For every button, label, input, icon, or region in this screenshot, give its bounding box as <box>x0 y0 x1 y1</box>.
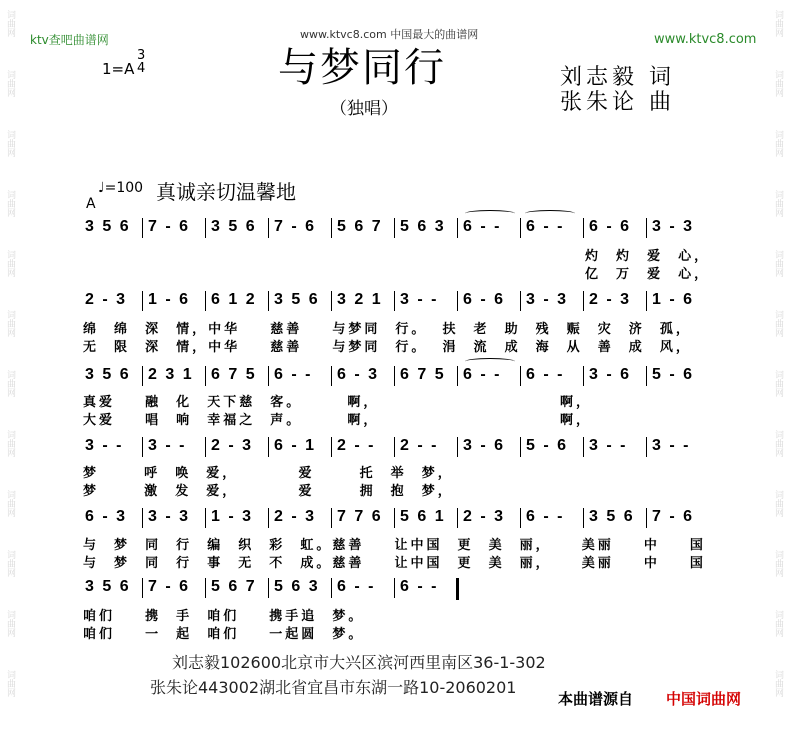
tempo-expression: 真诚亲切温馨地 <box>156 180 296 204</box>
barline <box>205 578 206 598</box>
measure: 2 - - <box>337 437 376 454</box>
watermark-text: 词曲网 <box>773 490 783 517</box>
barline <box>394 578 395 598</box>
measure: 5 - 6 <box>652 366 695 383</box>
barline <box>520 291 521 311</box>
watermark-text: 词曲网 <box>773 310 783 337</box>
barline <box>457 437 458 457</box>
measure: 6 - - <box>337 578 376 595</box>
barline <box>520 437 521 457</box>
measure: 2 - 3 <box>85 291 128 308</box>
watermark-text: 词曲网 <box>773 250 783 277</box>
tempo-marking: ♩=100 <box>98 180 144 196</box>
notation-row <box>83 218 703 238</box>
measure: 5 6 3 <box>274 578 320 595</box>
barline <box>142 437 143 457</box>
barline <box>268 437 269 457</box>
measure: 6 - 1 <box>274 437 317 454</box>
watermark-text: 词曲网 <box>773 610 783 637</box>
measure: 7 7 6 <box>337 508 383 525</box>
tie-arc <box>525 210 575 217</box>
measure: 3 - - <box>589 437 628 454</box>
barline <box>646 437 647 457</box>
notation-row <box>83 366 703 386</box>
measure: 6 - 6 <box>589 218 632 235</box>
measure: 2 - 3 <box>589 291 632 308</box>
measure: 5 6 1 <box>400 508 446 525</box>
watermark-text: 词曲网 <box>5 310 15 337</box>
site-url-right[interactable]: www.ktvc8.com <box>654 32 757 47</box>
barline <box>268 218 269 238</box>
barline <box>520 508 521 528</box>
barline <box>331 218 332 238</box>
barline <box>331 437 332 457</box>
measure: 6 - - <box>526 508 565 525</box>
measure: 3 5 6 <box>211 218 257 235</box>
measure: 6 - - <box>463 366 502 383</box>
barline <box>205 508 206 528</box>
measure: 6 7 5 <box>211 366 257 383</box>
barline <box>142 508 143 528</box>
barline <box>268 578 269 598</box>
watermark-text: 词曲网 <box>773 370 783 397</box>
barline <box>205 366 206 386</box>
barline <box>331 366 332 386</box>
address-line-1: 刘志毅102600北京市大兴区滨河西里南区36-1-302 <box>172 653 546 672</box>
watermark-text: 词曲网 <box>773 70 783 97</box>
measure: 6 - - <box>463 218 502 235</box>
measure: 3 5 6 <box>85 218 131 235</box>
measure: 6 - - <box>526 218 565 235</box>
measure: 7 - 6 <box>148 578 191 595</box>
measure: 6 - - <box>526 366 565 383</box>
barline <box>520 366 521 386</box>
watermark-text: 词曲网 <box>5 550 15 577</box>
lyric-line: 绵 绵 深 情，中华 慈善 与梦同 行。 扶 老 助 残 赈 灾 济 孤， <box>83 322 692 337</box>
measure: 6 - 3 <box>337 366 380 383</box>
measure: 5 6 7 <box>337 218 383 235</box>
measure: 2 - - <box>400 437 439 454</box>
barline <box>583 366 584 386</box>
measure: 3 2 1 <box>337 291 383 308</box>
watermark-text: 词曲网 <box>5 70 15 97</box>
song-title: 与梦同行 <box>278 45 446 91</box>
lyric-line: 咱们 携 手 咱们 携手追 梦。 <box>83 609 365 624</box>
measure: 3 - 6 <box>463 437 506 454</box>
barline <box>268 508 269 528</box>
watermark-text: 词曲网 <box>5 10 15 37</box>
barline <box>583 508 584 528</box>
watermark-text: 词曲网 <box>5 670 15 697</box>
barline <box>331 578 332 598</box>
measure: 2 - 3 <box>463 508 506 525</box>
measure: 3 5 6 <box>274 291 320 308</box>
song-subtitle: （独唱） <box>330 99 398 119</box>
lyric-line: 无 限 深 情，中华 慈善 与梦同 行。 涓 流 成 海 从 善 成 风， <box>83 340 692 355</box>
watermark-text: 词曲网 <box>5 130 15 157</box>
measure: 7 - 6 <box>652 508 695 525</box>
barline <box>142 366 143 386</box>
lyric-line: 与 梦 同 行 编 织 彩 虹。慈善 让中国 更 美 丽， 美丽 中 国 <box>83 538 706 553</box>
measure: 5 6 3 <box>400 218 446 235</box>
measure: 6 - - <box>400 578 439 595</box>
measure: 1 - 6 <box>652 291 695 308</box>
site-slogan: www.ktvc8.com 中国最大的曲谱网 <box>300 28 479 41</box>
watermark-text: 词曲网 <box>5 490 15 517</box>
source-site-link[interactable]: 中国词曲网 <box>666 690 742 708</box>
measure: 2 - 3 <box>211 437 254 454</box>
lyric-line: 灼 灼 爱 心， <box>585 249 711 264</box>
barline <box>205 291 206 311</box>
barline <box>646 366 647 386</box>
lyric-line: 梦 呼 唤 爱， 爱 托 举 梦， <box>83 466 454 481</box>
measure: 3 5 6 <box>589 508 635 525</box>
barline <box>268 366 269 386</box>
barline <box>205 218 206 238</box>
barline <box>331 291 332 311</box>
section-label: A <box>86 196 96 212</box>
notation-row <box>83 291 703 311</box>
measure: 3 5 6 <box>85 578 131 595</box>
measure: 6 - - <box>274 366 313 383</box>
measure: 3 - - <box>148 437 187 454</box>
watermark-text: 词曲网 <box>773 10 783 37</box>
watermark-text: 词曲网 <box>773 430 783 457</box>
measure: 6 1 2 <box>211 291 257 308</box>
measure: 7 - 6 <box>274 218 317 235</box>
right-watermark-strip <box>768 0 788 734</box>
barline <box>394 366 395 386</box>
barline <box>457 291 458 311</box>
lyric-line: 咱们 一 起 咱们 一起圆 梦。 <box>83 627 365 642</box>
watermark-text: 词曲网 <box>5 250 15 277</box>
watermark-text: 词曲网 <box>773 550 783 577</box>
measure: 2 - 3 <box>274 508 317 525</box>
measure: 3 - 6 <box>589 366 632 383</box>
watermark-text: 词曲网 <box>5 370 15 397</box>
barline <box>394 218 395 238</box>
final-barline <box>456 578 459 600</box>
watermark-text: 词曲网 <box>5 190 15 217</box>
barline <box>583 218 584 238</box>
measure: 6 - 6 <box>463 291 506 308</box>
measure: 6 7 5 <box>400 366 446 383</box>
barline <box>457 218 458 238</box>
barline <box>394 437 395 457</box>
lyric-line: 亿 万 爱 心， <box>585 267 711 282</box>
barline <box>520 218 521 238</box>
key-signature: 1=A <box>102 60 135 78</box>
barline <box>394 291 395 311</box>
tie-arc <box>465 358 515 365</box>
barline <box>646 508 647 528</box>
barline <box>142 578 143 598</box>
measure: 5 - 6 <box>526 437 569 454</box>
barline <box>646 291 647 311</box>
measure: 3 5 6 <box>85 366 131 383</box>
barline <box>457 508 458 528</box>
lyric-line: 真爱 融 化 天下慈 客。 啊， 啊， <box>83 395 593 410</box>
notation-row <box>83 508 703 528</box>
measure: 3 - - <box>85 437 124 454</box>
watermark-text: 词曲网 <box>773 130 783 157</box>
measure: 3 - 3 <box>148 508 191 525</box>
barline <box>142 218 143 238</box>
barline <box>142 291 143 311</box>
measure: 1 - 6 <box>148 291 191 308</box>
watermark-text: 词曲网 <box>773 190 783 217</box>
barline <box>583 291 584 311</box>
lyricist-credit: 刘志毅 词 <box>560 65 675 90</box>
barline <box>646 218 647 238</box>
left-watermark-strip <box>0 0 20 734</box>
time-signature <box>137 49 145 75</box>
measure: 2 3 1 <box>148 366 194 383</box>
address-line-2: 张朱论443002湖北省宜昌市东湖一路10-2060201 <box>150 678 517 697</box>
watermark-text: 词曲网 <box>5 430 15 457</box>
barline <box>205 437 206 457</box>
notation-row <box>83 437 703 457</box>
source-label: 本曲谱源自 <box>558 690 634 708</box>
time-signature-bottom: 4 <box>137 61 146 76</box>
measure: 3 - 3 <box>526 291 569 308</box>
measure: 1 - 3 <box>211 508 254 525</box>
watermark-text: 词曲网 <box>5 610 15 637</box>
measure: 5 6 7 <box>211 578 257 595</box>
barline <box>268 291 269 311</box>
site-name-left[interactable]: ktv查吧曲谱网 <box>30 33 109 47</box>
barline <box>457 366 458 386</box>
measure: 3 - - <box>652 437 691 454</box>
composer-credit: 张朱论 曲 <box>560 90 675 115</box>
lyric-line: 与 梦 同 行 事 无 不 成。慈善 让中国 更 美 丽， 美丽 中 国 <box>83 556 706 571</box>
notation-row <box>83 578 703 598</box>
barline <box>394 508 395 528</box>
tie-arc <box>465 210 515 217</box>
time-signature-top: 3 <box>137 48 146 63</box>
lyric-line: 大爱 唱 响 幸福之 声。 啊， 啊， <box>83 413 593 428</box>
measure: 3 - - <box>400 291 439 308</box>
barline <box>583 437 584 457</box>
measure: 7 - 6 <box>148 218 191 235</box>
barline <box>331 508 332 528</box>
measure: 6 - 3 <box>85 508 128 525</box>
watermark-text: 词曲网 <box>773 670 783 697</box>
lyric-line: 梦 激 发 爱， 爱 拥 抱 梦， <box>83 484 454 499</box>
measure: 3 - 3 <box>652 218 695 235</box>
